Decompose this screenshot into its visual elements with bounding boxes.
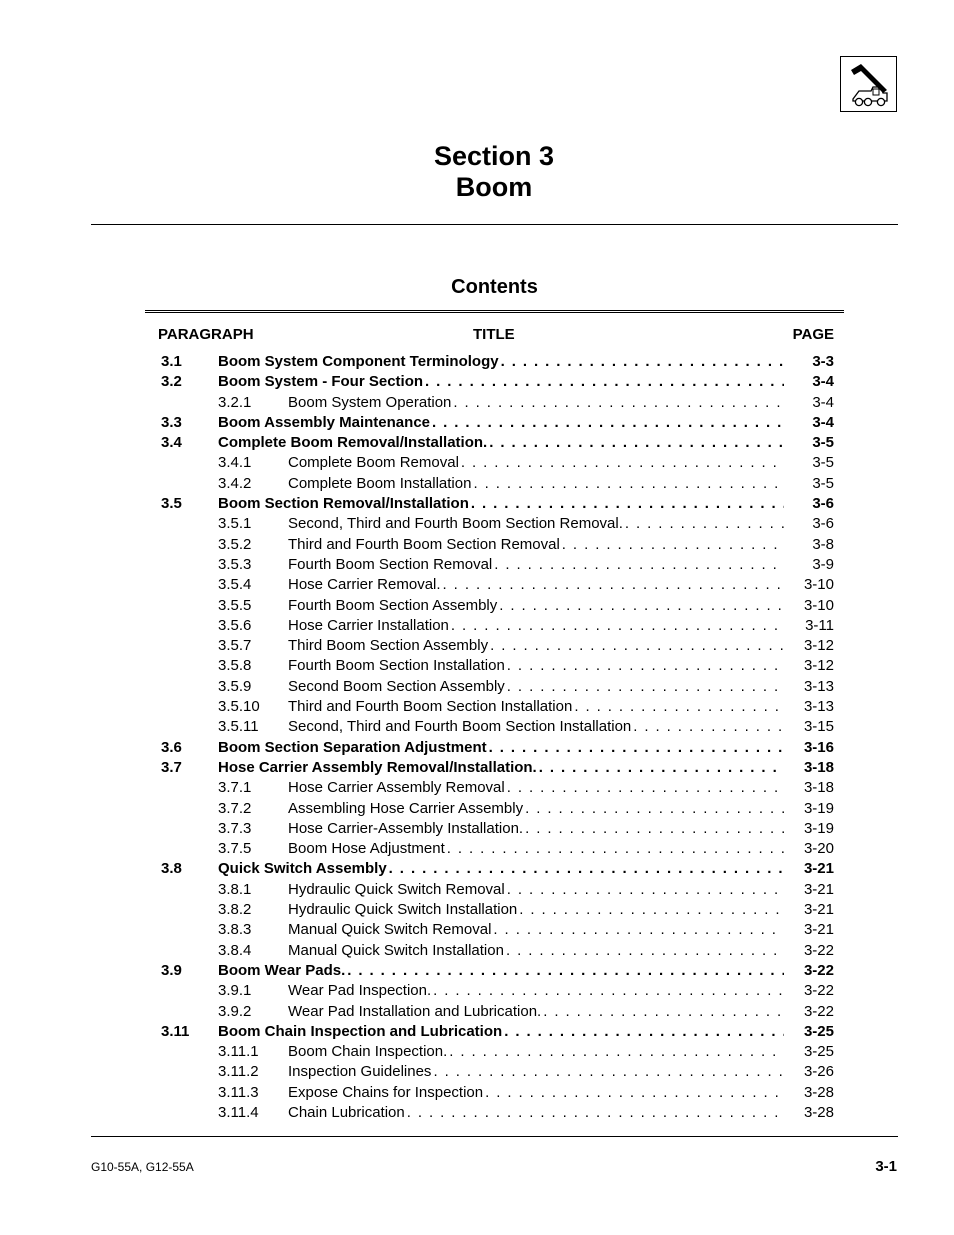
- toc-entry[interactable]: [0, 677, 954, 697]
- toc-entry-page: 3-18: [803, 779, 834, 797]
- toc-entry-number: 3.11.2: [218, 1063, 259, 1081]
- toc-entry-title: Boom System Component Terminology: [218, 353, 499, 370]
- toc-entry-number: 3.11.3: [218, 1083, 259, 1101]
- toc-entry-page: 3-21: [803, 860, 834, 878]
- toc-dot-leader: [445, 839, 784, 859]
- toc-entry-number: 3.5.7: [218, 637, 252, 655]
- toc-entry-number: 3.9.2: [218, 1002, 252, 1020]
- toc-dot-leader: [505, 880, 784, 900]
- toc-entry-title-wrap: [288, 1042, 784, 1062]
- toc-entry-page: 3-22: [803, 982, 834, 1000]
- toc-entry-number: 3.8.1: [218, 880, 252, 898]
- toc-entry[interactable]: [0, 372, 954, 392]
- toc-entry-title: Expose Chains for Inspection: [288, 1083, 484, 1101]
- toc-entry-title-wrap: [288, 453, 784, 473]
- toc-entry-title: Boom Assembly Maintenance: [218, 413, 430, 431]
- toc-entry[interactable]: [0, 596, 954, 616]
- toc-entry-page: 3-18: [803, 758, 834, 776]
- toc-entry-page: 3-19: [803, 819, 834, 837]
- column-header-paragraph: PARAGRAPH: [158, 326, 254, 343]
- toc-dot-leader: [505, 656, 784, 676]
- toc-entry-title-wrap: [218, 413, 784, 433]
- toc-entry-page: 3-15: [803, 718, 834, 736]
- toc-entry-number: 3.2: [161, 373, 182, 391]
- toc-entry-title-wrap: [218, 758, 784, 778]
- toc-dot-leader: [345, 961, 784, 981]
- toc-entry-page: 3-3: [812, 353, 834, 370]
- toc-entry[interactable]: [0, 1103, 954, 1123]
- toc-dot-leader: [631, 717, 784, 737]
- toc-entry-title-wrap: [288, 819, 784, 839]
- toc-entry-number: 3.7.2: [218, 799, 252, 817]
- toc-entry-number: 3.5.9: [218, 677, 252, 695]
- toc-entry-title-wrap: [288, 575, 784, 595]
- toc-dot-leader: [517, 900, 784, 920]
- toc-entry-title-wrap: [288, 535, 784, 555]
- toc-entry-number: 3.5.3: [218, 555, 252, 573]
- toc-entry-page: 3-21: [803, 901, 834, 919]
- toc-entry-title-wrap: [218, 494, 784, 514]
- toc-entry-title-wrap: [288, 697, 784, 717]
- toc-entry-title: Boom System - Four Section: [218, 373, 424, 391]
- toc-entry-page: 3-20: [803, 840, 834, 858]
- toc-entry[interactable]: [0, 961, 954, 981]
- toc-entry-title: Third Boom Section Assembly: [288, 637, 489, 655]
- toc-entry-title-wrap: [288, 555, 784, 575]
- toc-entry-page: 3-4: [812, 393, 834, 411]
- toc-entry-number: 3.5.1: [218, 515, 252, 533]
- toc-entry-page: 3-22: [803, 961, 834, 979]
- toc-dot-leader: [459, 453, 784, 473]
- toc-entry-page: 3-4: [812, 373, 834, 391]
- toc-dot-leader: [505, 677, 784, 697]
- toc-dot-leader: [431, 1062, 784, 1082]
- contents-heading: Contents: [451, 276, 538, 298]
- contents-divider: [145, 310, 844, 313]
- toc-entry-title: Assembling Hose Carrier Assembly: [288, 799, 524, 817]
- toc-entry-title-wrap: [288, 778, 784, 798]
- toc-entry-title-wrap: [288, 1062, 784, 1082]
- toc-entry-title: Fourth Boom Section Installation: [288, 657, 505, 675]
- toc-entry-page: 3-10: [803, 596, 834, 614]
- toc-entry-number: 3.5.2: [218, 535, 252, 553]
- toc-entry-page: 3-5: [812, 434, 834, 452]
- toc-entry[interactable]: [0, 758, 954, 778]
- toc-entry-page: 3-11: [805, 616, 834, 634]
- toc-entry[interactable]: [0, 799, 954, 819]
- toc-entry-title: Fourth Boom Section Removal: [288, 555, 493, 573]
- toc-entry[interactable]: [0, 636, 954, 656]
- section-name: Boom: [455, 172, 533, 202]
- toc-entry-title-wrap: [218, 859, 784, 879]
- toc-entry-page: 3-22: [803, 941, 834, 959]
- toc-entry-title: Second, Third and Fourth Boom Section Installation: [288, 718, 632, 736]
- toc-dot-leader: [502, 1022, 784, 1042]
- toc-entry-number: 3.11.1: [218, 1043, 259, 1061]
- toc-dot-leader: [572, 697, 784, 717]
- toc-entry-page: 3-21: [803, 880, 834, 898]
- toc-entry-page: 3-6: [812, 515, 834, 533]
- toc-entry-number: 3.8.2: [218, 901, 252, 919]
- toc-entry[interactable]: [0, 352, 954, 372]
- toc-entry-title-wrap: [288, 656, 784, 676]
- toc-dot-leader: [523, 819, 784, 839]
- toc-entry-title: Boom Chain Inspection.: [288, 1043, 448, 1061]
- toc-entry-title: Hose Carrier Installation: [288, 616, 449, 634]
- toc-entry-number: 3.5.4: [218, 576, 252, 594]
- toc-entry-number: 3.7.3: [218, 819, 252, 837]
- toc-dot-leader: [488, 636, 784, 656]
- toc-dot-leader: [431, 981, 784, 1001]
- toc-dot-leader: [469, 494, 784, 514]
- toc-entry-page: 3-25: [803, 1022, 834, 1040]
- toc-dot-leader: [487, 738, 784, 758]
- toc-dot-leader: [387, 859, 784, 879]
- toc-dot-leader: [483, 1083, 784, 1103]
- toc-dot-leader: [504, 941, 784, 961]
- toc-entry-number: 3.9.1: [218, 982, 252, 1000]
- toc-dot-leader: [541, 1002, 784, 1022]
- toc-entry-number: 3.9: [161, 961, 182, 979]
- toc-entry-page: 3-12: [803, 637, 834, 655]
- toc-entry-title: Inspection Guidelines: [288, 1063, 432, 1081]
- toc-entry-number: 3.5.5: [218, 596, 252, 614]
- toc-entry[interactable]: [0, 859, 954, 879]
- toc-dot-leader: [447, 1042, 784, 1062]
- toc-entry-number: 3.4: [161, 434, 182, 452]
- toc-dot-leader: [623, 514, 784, 534]
- toc-dot-leader: [492, 555, 784, 575]
- toc-entry-page: 3-28: [803, 1103, 834, 1121]
- toc-entry[interactable]: [0, 616, 954, 636]
- table-of-contents: [0, 352, 954, 1123]
- toc-entry[interactable]: [0, 839, 954, 859]
- toc-entry[interactable]: [0, 1062, 954, 1082]
- toc-entry[interactable]: [0, 981, 954, 1001]
- toc-entry-number: 3.11.4: [218, 1103, 259, 1121]
- toc-entry[interactable]: [0, 453, 954, 473]
- toc-entry-page: 3-5: [812, 474, 834, 492]
- toc-entry-page: 3-6: [812, 495, 834, 513]
- section-number: Section 3: [433, 141, 555, 171]
- toc-entry-title: Manual Quick Switch Removal: [288, 921, 492, 939]
- toc-entry-page: 3-19: [803, 799, 834, 817]
- toc-entry[interactable]: [0, 1002, 954, 1022]
- toc-entry-title: Hose Carrier Assembly Removal: [288, 779, 505, 797]
- toc-entry-title: Hydraulic Quick Switch Installation: [288, 901, 518, 919]
- toc-entry-title: Boom Section Removal/Installation: [218, 495, 469, 513]
- toc-dot-leader: [405, 1103, 784, 1123]
- toc-entry[interactable]: [0, 880, 954, 900]
- toc-entry-number: 3.4.1: [218, 454, 252, 472]
- toc-entry-title: Boom Hose Adjustment: [288, 840, 445, 858]
- toc-entry-page: 3-8: [812, 535, 834, 553]
- toc-entry-page: 3-4: [812, 413, 834, 431]
- toc-entry-page: 3-28: [803, 1083, 834, 1101]
- toc-entry-page: 3-16: [803, 738, 834, 756]
- toc-entry-title-wrap: [288, 799, 784, 819]
- toc-entry-title: Fourth Boom Section Assembly: [288, 596, 498, 614]
- column-header-page: PAGE: [792, 326, 834, 343]
- toc-entry-title-wrap: [288, 616, 784, 636]
- toc-entry-number: 3.8.4: [218, 941, 252, 959]
- section-logo: [840, 56, 897, 112]
- toc-entry-number: 3.6: [161, 738, 182, 756]
- toc-dot-leader: [451, 393, 784, 413]
- toc-entry-number: 3.5.10: [218, 698, 260, 716]
- toc-entry-page: 3-13: [803, 677, 834, 695]
- bottom-divider: [91, 1136, 898, 1137]
- toc-entry-title: Third and Fourth Boom Section Removal: [288, 535, 560, 553]
- toc-entry-page: 3-5: [812, 454, 834, 472]
- toc-entry[interactable]: [0, 535, 954, 555]
- toc-entry-title: Chain Lubrication: [288, 1103, 405, 1121]
- toc-entry-title: Wear Pad Installation and Lubrication.: [288, 1002, 542, 1020]
- toc-dot-leader: [491, 920, 784, 940]
- toc-entry-page: 3-22: [803, 1002, 834, 1020]
- toc-entry-number: 3.2.1: [218, 393, 252, 411]
- toc-entry-title-wrap: [288, 920, 784, 940]
- toc-entry[interactable]: [0, 494, 954, 514]
- column-header-title: TITLE: [473, 326, 515, 343]
- toc-entry-title-wrap: [218, 433, 784, 453]
- toc-entry-title-wrap: [288, 900, 784, 920]
- toc-entry[interactable]: [0, 474, 954, 494]
- toc-entry[interactable]: [0, 900, 954, 920]
- toc-entry-title: Complete Boom Removal: [288, 454, 459, 472]
- toc-entry-title-wrap: [288, 514, 784, 534]
- toc-entry-title: Hose Carrier Assembly Removal/Installation.: [218, 758, 537, 776]
- toc-entry[interactable]: [0, 778, 954, 798]
- toc-entry[interactable]: [0, 941, 954, 961]
- toc-entry[interactable]: [0, 920, 954, 940]
- toc-entry-title-wrap: [218, 961, 784, 981]
- toc-entry-number: 3.1: [161, 353, 182, 370]
- toc-entry-page: 3-25: [803, 1043, 834, 1061]
- toc-entry-title-wrap: [218, 372, 784, 392]
- page-title: [0, 141, 954, 203]
- toc-dot-leader: [449, 616, 784, 636]
- toc-entry-number: 3.7.1: [218, 779, 252, 797]
- footer-model: G10-55A, G12-55A: [91, 1160, 194, 1174]
- toc-entry-title-wrap: [288, 596, 784, 616]
- toc-entry-title: Hose Carrier-Assembly Installation.: [288, 819, 524, 837]
- toc-dot-leader: [471, 474, 784, 494]
- toc-entry-number: 3.5.8: [218, 657, 252, 675]
- toc-dot-leader: [423, 372, 784, 392]
- toc-entry[interactable]: [0, 514, 954, 534]
- toc-entry-page: 3-21: [803, 921, 834, 939]
- toc-dot-leader: [441, 575, 784, 595]
- toc-entry-page: 3-26: [803, 1063, 834, 1081]
- footer-page-number: 3-1: [875, 1158, 897, 1175]
- toc-entry[interactable]: [0, 413, 954, 433]
- toc-entry[interactable]: [0, 717, 954, 737]
- toc-entry-title-wrap: [288, 677, 784, 697]
- toc-entry-title-wrap: [288, 636, 784, 656]
- toc-entry-title-wrap: [288, 717, 784, 737]
- toc-entry-title-wrap: [288, 393, 784, 413]
- toc-entry-title-wrap: [218, 738, 784, 758]
- toc-entry[interactable]: [0, 433, 954, 453]
- toc-entry[interactable]: [0, 1042, 954, 1062]
- toc-entry[interactable]: [0, 738, 954, 758]
- toc-entry-title: Complete Boom Removal/Installation.: [218, 434, 488, 452]
- toc-entry-title: Wear Pad Inspection.: [288, 982, 432, 1000]
- toc-entry[interactable]: [0, 393, 954, 413]
- toc-entry-title-wrap: [288, 839, 784, 859]
- toc-entry-title: Complete Boom Installation: [288, 474, 472, 492]
- toc-entry-title: Third and Fourth Boom Section Installation: [288, 698, 573, 716]
- toc-entry-title-wrap: [288, 1103, 784, 1123]
- toc-dot-leader: [487, 433, 784, 453]
- toc-entry-page: 3-10: [803, 576, 834, 594]
- toc-entry-title: Manual Quick Switch Installation: [288, 941, 504, 959]
- toc-entry[interactable]: [0, 575, 954, 595]
- toc-entry-number: 3.4.2: [218, 474, 252, 492]
- toc-entry-title: Boom System Operation: [288, 393, 452, 411]
- toc-entry-title-wrap: [218, 1022, 784, 1042]
- toc-entry-title-wrap: [218, 352, 784, 372]
- toc-entry-page: 3-12: [803, 657, 834, 675]
- toc-entry-title-wrap: [288, 1002, 784, 1022]
- toc-entry-title: Boom Section Separation Adjustment: [218, 738, 487, 756]
- toc-entry-number: 3.8.3: [218, 921, 252, 939]
- toc-entry-title: Boom Chain Inspection and Lubrication: [218, 1022, 503, 1040]
- toc-dot-leader: [505, 778, 784, 798]
- toc-entry-number: 3.11: [161, 1022, 190, 1040]
- toc-entry[interactable]: [0, 697, 954, 717]
- toc-entry-number: 3.5.11: [218, 718, 259, 736]
- toc-entry[interactable]: [0, 819, 954, 839]
- toc-entry-page: 3-13: [803, 698, 834, 716]
- toc-entry-number: 3.7.5: [218, 840, 252, 858]
- toc-entry-title-wrap: [288, 1083, 784, 1103]
- toc-entry-number: 3.5: [161, 495, 182, 513]
- toc-dot-leader: [560, 535, 784, 555]
- toc-entry-title: Second, Third and Fourth Boom Section Removal.: [288, 515, 623, 533]
- toc-dot-leader: [523, 799, 784, 819]
- toc-dot-leader: [499, 352, 784, 372]
- toc-entry-number: 3.3: [161, 413, 182, 431]
- toc-entry-title-wrap: [288, 981, 784, 1001]
- toc-entry-page: 3-9: [812, 555, 834, 573]
- boom-lift-vehicle-icon: [841, 57, 896, 111]
- top-divider: [91, 224, 898, 225]
- toc-entry[interactable]: [0, 1083, 954, 1103]
- toc-entry-number: 3.8: [161, 860, 182, 878]
- toc-entry-title-wrap: [288, 474, 784, 494]
- toc-dot-leader: [537, 758, 784, 778]
- toc-entry[interactable]: [0, 656, 954, 676]
- toc-entry-number: 3.7: [161, 758, 182, 776]
- toc-entry-title-wrap: [288, 941, 784, 961]
- toc-entry-title: Boom Wear Pads.: [218, 961, 346, 979]
- toc-entry-title: Hydraulic Quick Switch Removal: [288, 880, 505, 898]
- toc-dot-leader: [430, 413, 784, 433]
- toc-entry-number: 3.5.6: [218, 616, 252, 634]
- toc-entry[interactable]: [0, 555, 954, 575]
- toc-entry-title: Hose Carrier Removal.: [288, 576, 441, 594]
- toc-entry[interactable]: [0, 1022, 954, 1042]
- toc-entry-title-wrap: [288, 880, 784, 900]
- toc-entry-title: Quick Switch Assembly: [218, 860, 387, 878]
- toc-dot-leader: [497, 596, 784, 616]
- toc-entry-title: Second Boom Section Assembly: [288, 677, 505, 695]
